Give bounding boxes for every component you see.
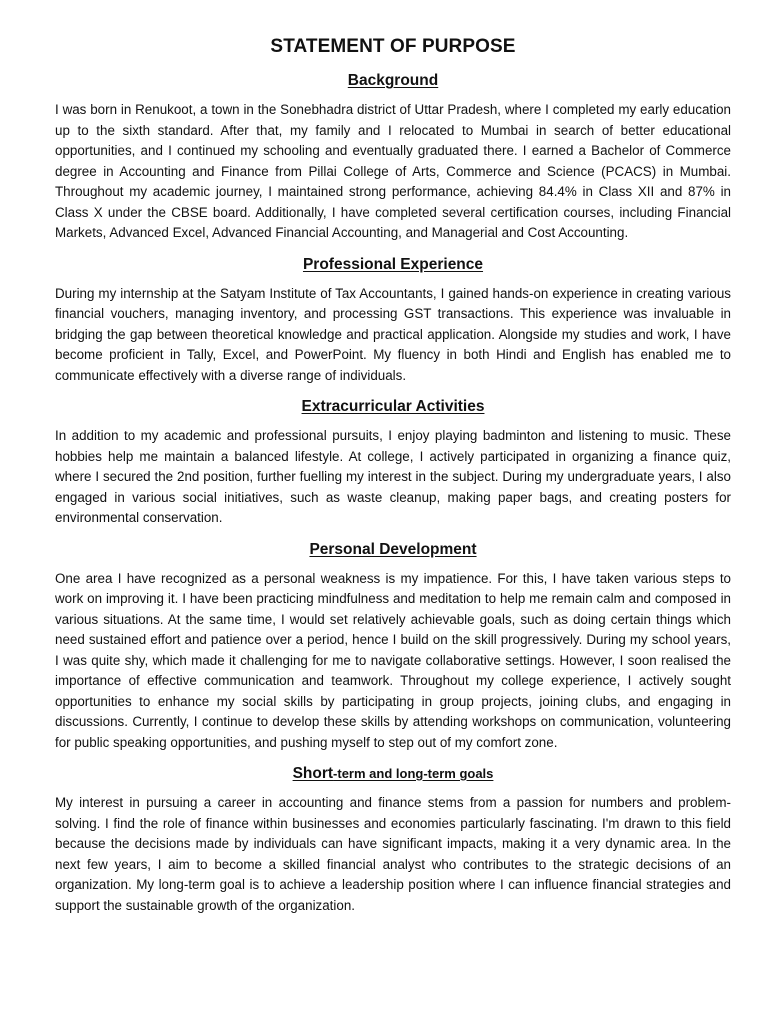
section-heading-professional-experience: Professional Experience [302,255,484,273]
section-body-extracurricular-activities: In addition to my academic and professional pursuits, I enjoy playing badminton and listening to music. These hobbies help me maintain a balanced lifestyle. At college, I actively participated in organizing a finance quiz, where I secured the 2nd position, further fuelling my interest in the subject. During my undergraduate years, I also engaged in various social initiatives, such as waste cleanup, making paper bags, and creating posters for environmental conservation. [55,428,731,525]
section-extracurricular-activities [55,396,731,529]
section-body-goals: My interest in pursuing a career in accounting and finance stems from a passion for numbers and problem-solving. I find the role of finance within businesses and economies particularly fascinating. I'm drawn to this field because the decisions made by individuals can have significant impacts, making it a very dynamic area. In the next few years, I aim to become a skilled financial analyst who contributes to the strategic decisions of an organization. My long-term goal is to achieve a leadership position where I can influence financial strategies and support the sustainable growth of the organization. [55,795,731,913]
section-heading-goals-rest: -term and long-term goals [333,766,494,781]
section-background [55,70,731,244]
section-heading-goals-main: Short [292,765,334,782]
section-heading-goals [55,763,731,785]
section-body-professional-experience: During my internship at the Satyam Institute of Tax Accountants, I gained hands-on experience in creating various financial vouchers, managing inventory, and processing GST transactions. This experience was invaluable in bridging the gap between theoretical knowledge and practical application. Alongside my studies and work, I have become proficient in Tally, Excel, and PowerPoint. My fluency in both Hindi and English has enabled me to communicate effectively with a diverse range of individuals. [55,285,731,383]
section-goals [55,763,731,916]
section-body-personal-development: One area I have recognized as a personal weakness is my impatience. For this, I have taken various steps to work on improving it. I have been practicing mindfulness and meditation to help me remain calm and composed in various situations. At the same time, I would set relatively achievable goals, such as doing certain things which need sustained effort and patience over a period, hence I build on the skill progressively. During my school years, I was quite shy, which made it challenging for me to navigate collaborative settings. However, I soon realised the importance of effective communication and teamwork. Throughout my college experience, I actively sought opportunities to enhance my social skills by participating in group projects, joining clubs, and engaging in discussions. Currently, I continue to develop these skills by attending workshops on communication, volunteering for public speaking opportunities, and pushing myself to step out of my comfort zone. [55,570,731,750]
document-title: STATEMENT OF PURPOSE [270,36,516,57]
section-heading-extracurricular-activities: Extracurricular Activities [301,398,485,415]
document-page [55,34,731,926]
section-professional-experience [55,254,731,387]
section-heading-background: Background [347,72,439,89]
section-body-background: I was born in Renukoot, a town in the Sonebhadra district of Uttar Pradesh, where I completed my early education up to the sixth standard. After that, my family and I relocated to Mumbai in search of better educational opportunities, and I continued my schooling and eventually graduated there. I earned a Bachelor of Commerce degree in Accounting and Finance from Pillai College of Arts, Commerce and Science (PCACS) in Mumbai. Throughout my academic journey, I maintained strong performance, achieving 84.4% in Class XII and 87% in Class X under the CBSE board. Additionally, I have completed several certification courses, including Financial Markets, Advanced Excel, Advanced Financial Accounting, and Managerial and Cost Accounting. [55,102,731,240]
section-personal-development [55,539,731,754]
section-heading-personal-development: Personal Development [309,540,477,558]
